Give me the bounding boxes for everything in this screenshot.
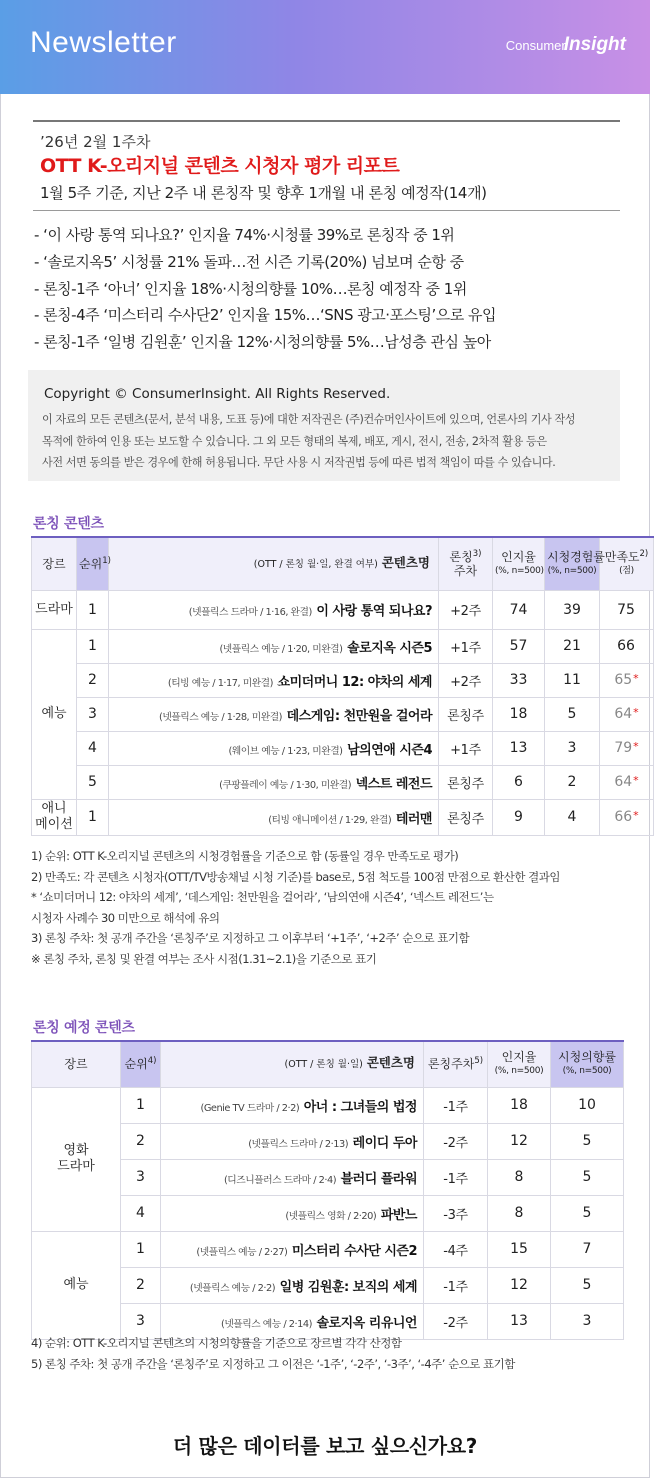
- rank-cell: 1: [77, 629, 109, 663]
- highlight-item: - ‘솔로지옥5’ 시청률 21% 돌파…전 시즌 기록(20%) 넘보며 순항 중: [34, 252, 464, 271]
- watched-cell: 21: [545, 629, 600, 663]
- awareness-cell: 9: [493, 799, 545, 835]
- more-data-cta[interactable]: 더 많은 데이터를 보고 싶으신가요?: [172, 1434, 478, 1458]
- subtitle-divider: [33, 210, 620, 211]
- week-cell: -1주: [424, 1267, 488, 1303]
- watched-cell: 39: [545, 590, 600, 629]
- week-cell: -1주: [424, 1159, 488, 1195]
- week-cell: -3주: [424, 1195, 488, 1231]
- newsletter-header: [0, 0, 650, 94]
- launched-section-title: 론칭 콘텐츠: [33, 516, 104, 532]
- watched-cell: 3: [545, 731, 600, 765]
- table-row: [32, 1267, 624, 1303]
- footnote: 시청자 사례수 30 미만으로 해석에 유의: [31, 910, 220, 925]
- title-cell: (웨이브 예능 / 1·23, 미완결) 남의연애 시즌4: [109, 731, 439, 765]
- week-cell: 론칭주: [439, 697, 493, 731]
- rank-cell: 1: [77, 799, 109, 835]
- highlight-item: - 론칭-1주 ‘일병 김원훈’ 인지율 12%·시청의향률 5%…남성층 관심 높아: [34, 333, 491, 352]
- highlight-list: [34, 224, 624, 358]
- copyright-box: [28, 370, 620, 481]
- week-cell: 론칭주: [439, 799, 493, 835]
- awareness-cell: 18: [488, 1087, 551, 1123]
- rank-cell: 3: [77, 697, 109, 731]
- col-rank: 순위$^{4)}$: [121, 1041, 161, 1087]
- issue-date: ’26년 2월 1주차: [40, 133, 151, 151]
- title-cell: (넷플릭스 예능 / 2·2) 일병 김원훈: 보직의 세계: [161, 1267, 424, 1303]
- table-row: [32, 1087, 624, 1123]
- week-cell: +1주: [439, 629, 493, 663]
- genre-cell: 애니 메이션: [32, 799, 77, 835]
- logo-bottom-text: Insight: [563, 34, 626, 55]
- title-cell: (넷플릭스 드라마 / 1·16, 완결) 이 사랑 통역 되나요?: [109, 590, 439, 629]
- highlight-item: - 론칭-1주 ‘아너’ 인지율 18%·시청의향률 10%…론칭 예정작 중 1위: [34, 279, 467, 298]
- footnote: ※ 론칭 주차, 론칭 및 완결 여부는 조사 시점(1.31~2.1)을 기준으로 표기: [31, 951, 377, 966]
- watched-cell: 4: [545, 799, 600, 835]
- rank-cell: 1: [121, 1087, 161, 1123]
- intent-cell: 3: [551, 1303, 624, 1339]
- col-intent: 시청의향률 (%, n=500): [551, 1041, 624, 1087]
- rank-cell: 1: [121, 1231, 161, 1267]
- genre-cell: 예능: [32, 1231, 121, 1339]
- satisfaction-cell: 75: [600, 590, 654, 629]
- awareness-cell: 15: [488, 1231, 551, 1267]
- upcoming-table: [31, 1040, 624, 1340]
- title-cell: (넷플릭스 영화 / 2·20) 파반느: [161, 1195, 424, 1231]
- highlight-item: - 론칭-4주 ‘미스터리 수사단2’ 인지율 15%…‘SNS 광고·포스팅’으로 유입: [34, 306, 497, 325]
- genre-cell: 영화 드라마: [32, 1087, 121, 1231]
- consumerinsight-logo[interactable]: [506, 34, 626, 56]
- footnote: 3) 론칭 주차: 첫 공개 주간을 ‘론칭주’로 지정하고 그 이후부터 ‘+1주’, ‘+2주’ 순으로 표기함: [31, 931, 470, 945]
- awareness-cell: 57: [493, 629, 545, 663]
- week-cell: -2주: [424, 1303, 488, 1339]
- awareness-cell: 13: [493, 731, 545, 765]
- title-cell: (티빙 예능 / 1·17, 미완결) 쇼미더머니 12: 야차의 세계: [109, 663, 439, 697]
- satisfaction-cell: 65*: [600, 663, 654, 697]
- awareness-cell: 12: [488, 1123, 551, 1159]
- col-genre: 장르: [32, 537, 77, 590]
- week-cell: +2주: [439, 590, 493, 629]
- newsletter-label: Newsletter: [30, 26, 177, 59]
- copyright-line: 사전 서면 동의를 받은 경우에 한해 허용됩니다. 무단 사용 시 저작권법 등에 따른 법적 책임이 따를 수 있습니다.: [42, 456, 556, 469]
- week-cell: 론칭주: [439, 765, 493, 799]
- awareness-cell: 18: [493, 697, 545, 731]
- title-cell: (쿠팡플레이 예능 / 1·30, 미완결) 넥스트 레전드: [109, 765, 439, 799]
- upcoming-footnotes: [31, 1333, 515, 1374]
- col-rank: 순위$^{1)}$: [77, 537, 109, 590]
- rank-cell: 2: [121, 1267, 161, 1303]
- report-title: OTT K-오리지널 콘텐츠 시청자 평가 리포트: [40, 155, 400, 177]
- intent-cell: 5: [551, 1123, 624, 1159]
- rank-cell: 4: [77, 731, 109, 765]
- rank-cell: 3: [121, 1303, 161, 1339]
- rank-cell: 2: [77, 663, 109, 697]
- top-divider: [33, 120, 620, 122]
- col-title: (OTT / 론칭 월·일) 콘텐츠명: [161, 1041, 424, 1087]
- footnote: 2) 만족도: 각 콘텐츠 시청자(OTT/TV방송채널 시청 기준)를 base로, 5점 척도를 100점 만점으로 환산한 결과임: [31, 869, 560, 884]
- col-awareness: 인지율 (%, n=500): [488, 1041, 551, 1087]
- table-row: [32, 799, 654, 835]
- title-cell: (넷플릭스 예능 / 2·27) 미스터리 수사단 시즌2: [161, 1231, 424, 1267]
- genre-cell: 예능: [32, 629, 77, 799]
- week-cell: +1주: [439, 731, 493, 765]
- satisfaction-cell: 64*: [600, 765, 654, 799]
- table-row: [32, 1231, 624, 1267]
- table-row: [32, 765, 654, 799]
- awareness-cell: 8: [488, 1159, 551, 1195]
- intent-cell: 5: [551, 1159, 624, 1195]
- table-row: [32, 663, 654, 697]
- col-watched: 시청경험률 (%, n=500): [545, 537, 600, 590]
- col-genre: 장르: [32, 1041, 121, 1087]
- title-cell: (넷플릭스 드라마 / 2·13) 레이디 두아: [161, 1123, 424, 1159]
- launched-table: [31, 536, 654, 836]
- satisfaction-cell: 66*: [600, 799, 654, 835]
- footnote: 5) 론칭 주차: 첫 공개 주간을 ‘론칭주’로 지정하고 그 이전은 ‘-1주’, ‘-2주’, ‘-3주’, ‘-4주’ 순으로 표기함: [31, 1356, 515, 1371]
- footnote: * ‘쇼미더머니 12: 야차의 세계’, ‘데스게임: 천만원을 걸어라’, ‘남의연애 시즌4’, ‘넥스트 레전드’는: [31, 890, 494, 904]
- satisfaction-cell: 79*: [600, 731, 654, 765]
- title-cell: (넷플릭스 예능 / 2·14) 솔로지옥 리유니언: [161, 1303, 424, 1339]
- table-row: [32, 1195, 624, 1231]
- satisfaction-cell: 64*: [600, 697, 654, 731]
- week-cell: -1주: [424, 1087, 488, 1123]
- awareness-cell: 13: [488, 1303, 551, 1339]
- table-row: [32, 1159, 624, 1195]
- copyright-title: Copyright © ConsumerInsight. All Rights Reserved.: [44, 386, 391, 402]
- copyright-line: 목적에 한하여 인용 또는 보도할 수 있습니다. 그 외 모든 형태의 복제, 배포, 게시, 전시, 전송, 2차적 활용 등은: [42, 434, 547, 448]
- week-cell: +2주: [439, 663, 493, 697]
- footnote: 4) 순위: OTT K-오리지널 콘텐츠의 시청의향률을 기준으로 장르별 각각 산정함: [31, 1336, 402, 1350]
- rank-cell: 5: [77, 765, 109, 799]
- title-cell: (넷플릭스 예능 / 1·20, 미완결) 솔로지옥 시즌5: [109, 629, 439, 663]
- awareness-cell: 6: [493, 765, 545, 799]
- intent-cell: 5: [551, 1267, 624, 1303]
- intent-cell: 7: [551, 1231, 624, 1267]
- launched-footnotes: [31, 846, 560, 969]
- title-cell: (넷플릭스 예능 / 1·28, 미완결) 데스게임: 천만원을 걸어라: [109, 697, 439, 731]
- title-cell: (Genie TV 드라마 / 2·2) 아너 : 그녀들의 법정: [161, 1087, 424, 1123]
- col-week: 론칭$^{3)}$ 주차: [439, 537, 493, 590]
- rank-cell: 2: [121, 1123, 161, 1159]
- copyright-line: 이 자료의 모든 콘텐츠(문서, 분석 내용, 도표 등)에 대한 저작권은 (주)컨슈머인사이트에 있으며, 언론사의 기사 작성: [42, 413, 576, 426]
- col-week: 론칭주차$^{5)}$: [424, 1041, 488, 1087]
- rank-cell: 4: [121, 1195, 161, 1231]
- awareness-cell: 74: [493, 590, 545, 629]
- satisfaction-cell: 66: [600, 629, 654, 663]
- footnote: 1) 순위: OTT K-오리지널 콘텐츠의 시청경험률을 기준으로 함 (동률일 경우 만족도로 평가): [31, 849, 459, 863]
- col-awareness: 인지율 (%, n=500): [493, 537, 545, 590]
- report-subtitle: 1월 5주 기준, 지난 2주 내 론칭작 및 향후 1개월 내 론칭 예정작(14개): [40, 184, 487, 202]
- watched-cell: 5: [545, 697, 600, 731]
- logo-top-text: Consumer: [505, 38, 566, 53]
- table-row: [32, 731, 654, 765]
- table-row: [32, 697, 654, 731]
- col-satisfaction: 만족도$^{2)}$ (점): [600, 537, 654, 590]
- intent-cell: 5: [551, 1195, 624, 1231]
- rank-cell: 1: [77, 590, 109, 629]
- watched-cell: 11: [545, 663, 600, 697]
- rank-cell: 3: [121, 1159, 161, 1195]
- intent-cell: 10: [551, 1087, 624, 1123]
- genre-cell: 드라마: [32, 590, 77, 629]
- table-row: [32, 629, 654, 663]
- table-row: [32, 590, 654, 629]
- highlight-item: - ‘이 사랑 통역 되나요?’ 인지율 74%·시청률 39%로 론칭작 중 1위: [34, 226, 455, 244]
- title-cell: (디즈니플러스 드라마 / 2·4) 블러디 플라워: [161, 1159, 424, 1195]
- upcoming-section-title: 론칭 예정 콘텐츠: [33, 1020, 135, 1036]
- col-title: (OTT / 론칭 월·일, 완결 여부) 콘텐츠명: [109, 537, 439, 590]
- awareness-cell: 8: [488, 1195, 551, 1231]
- awareness-cell: 12: [488, 1267, 551, 1303]
- title-cell: (티빙 애니메이션 / 1·29, 완결) 테러맨: [109, 799, 439, 835]
- watched-cell: 2: [545, 765, 600, 799]
- table-row: [32, 1123, 624, 1159]
- week-cell: -2주: [424, 1123, 488, 1159]
- week-cell: -4주: [424, 1231, 488, 1267]
- awareness-cell: 33: [493, 663, 545, 697]
